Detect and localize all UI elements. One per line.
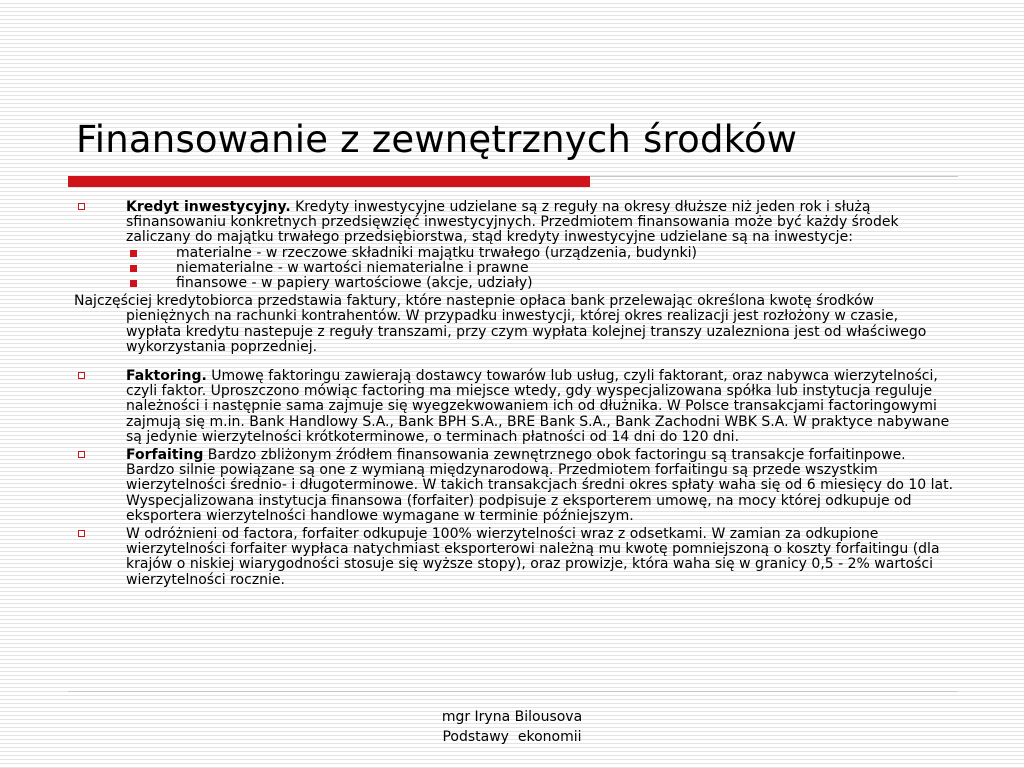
sub-item-materialne [74,246,954,261]
slide-content [74,200,954,588]
footer-divider [68,691,958,692]
filled-square-bullet-icon [130,265,137,272]
hollow-square-bullet-icon [78,372,85,379]
hollow-square-bullet-icon [78,451,85,458]
list-item-forfaiting [74,448,954,524]
filled-square-bullet-icon [130,280,137,287]
footer-author: mgr Iryna Bilousova [441,709,583,725]
text-kredyt: Kredyty inwestycyjne udzielane są z reguły na okresy dłuższe niż jeden rok i służą sfinansowaniu konkretnych przedsięwzięć inwestycyjnych. Przedmiotem finansowania może być każdy środek zaliczany do majątku trwałego przedsiębiorstwa, stąd kredyty inwestycyjne udzielane są na inwestycje: [126,199,899,246]
title-divider [68,173,958,187]
sub-item-label: finansowe - w papiery wartościowe (akcje, udziały) [176,275,533,292]
term-forfaiting: Forfaiting [126,447,204,464]
text-forfaiting: Bardzo zbliżonym źródłem finansowania zewnętrznego obok factoringu są transakcje forfaitinpowe. Bardzo silnie powiązane są one z wymianą międzynarodową. Przedmiotem forfaitingu są przede wszystkim wierzytelności średnio- i długoterminowe. W takich transakcjach średni okres spłaty waha się od 6 miesięcy do 10 lat. Wyspecjalizowana instytucja finansowa (forfaiter) podpisuje z eksporterem umowę, na mocy której odkupuje od eksportera wierzytelności handlowe wymagane w terminie późniejszym. [126,447,954,524]
slide-footer [0,707,1024,747]
text-faktoring: Umowę faktoringu zawierają dostawcy towarów lub usług, czyli faktorant, oraz nabywca wierzytelności, czyli faktor. Uproszczono mówiąc factoring ma miejsce wtedy, gdy wyspecjalizowana spółka lub instytucja reguluje należności i następnie sama zajmuje się wyegzekwowaniem ich od dłużnika. W Polsce transakcjami factoringowymi zajmują się m.in. Bank Handlowy S.A., Bank BPH S.A., BRE Bank S.A., Bank Zachodni WBK S.A. W praktyce nabywane są jedynie wierzytelności krótkoterminowe, o terminach płatności od 14 dni do 120 dni. [126,368,950,445]
sub-item-label: niematerialne - w wartości niematerialne i prawne [176,259,529,276]
sub-item-label: materialne - w rzeczowe składniki majątku trwałego (urządzenia, budynki) [176,244,697,261]
footer-course: Podstawy ekonomii [442,729,582,745]
slide-title: Finansowanie z zewnętrznych środków [76,118,798,161]
sub-item-niematerialne [74,261,954,276]
term-faktoring: Faktoring. [126,368,207,385]
list-item-roznica [74,527,954,588]
list-item-kredyt [74,200,954,246]
term-kredyt: Kredyt inwestycyjny. [126,199,291,215]
sub-item-finansowe [74,276,954,291]
filled-square-bullet-icon [130,250,137,257]
list-item-faktoring [74,369,954,445]
hollow-square-bullet-icon [78,530,85,537]
title-divider-line [590,176,958,177]
paragraph-kredyt-note: Najczęściej kredytobiorca przedstawia faktury, które nastepnie opłaca bank przelewając określona kwotę środków pieniężnych na rachunki kontrahentów. W przypadku inwestycji, której okres realizacji jest rozłożony w czasie, wypłata kredytu nastepuje z reguły transzami, przy czym wypłata kolejnej transzy uzalezniona jest od właściwego wykorzystania poprzedniej. [74,293,927,355]
text-roznica: W odróżnieni od factora, forfaiter odkupuje 100% wierzytelności wraz z odsetkami. W zamian za odkupione wierzytelności forfaiter wypłaca natychmiast eksporterowi należną mu kwotę pomniejszoną o koszty forfaitingu (dla krajów o niskiej wiarygodności stosuje się wyższe stopy), oraz prowizje, która waha się w granicy 0,5 - 2% wartości wierzytelności rocznie. [126,526,940,588]
title-divider-accent [68,176,590,187]
hollow-square-bullet-icon [78,203,85,210]
